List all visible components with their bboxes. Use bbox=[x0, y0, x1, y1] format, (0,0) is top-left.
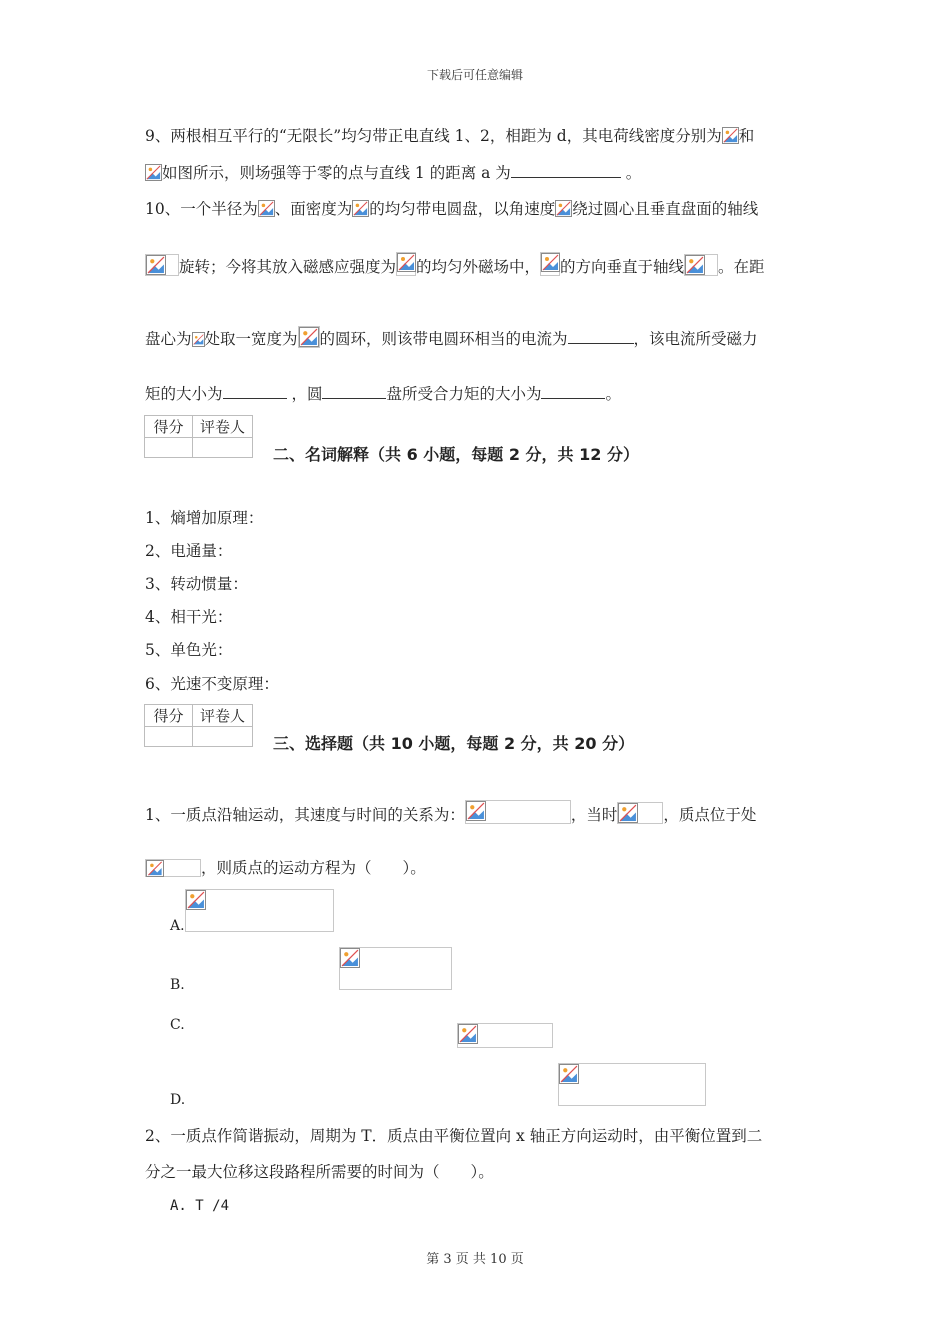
score-cell[interactable] bbox=[145, 727, 193, 747]
q10-line1 bbox=[145, 199, 758, 219]
mc1-line2 bbox=[145, 858, 426, 878]
formula-image-icon bbox=[722, 127, 739, 144]
q9-text: 和 bbox=[738, 127, 755, 145]
q10-text: 盘心为 bbox=[145, 330, 192, 348]
score-table bbox=[144, 704, 253, 747]
mc1-text: ，则质点的运动方程为（ ）。 bbox=[201, 859, 426, 877]
mc1-text: ，质点位于处 bbox=[663, 806, 757, 824]
option-a-label: A. bbox=[170, 918, 185, 934]
score-table bbox=[144, 415, 253, 458]
formula-image-icon bbox=[397, 253, 416, 272]
answer-blank bbox=[511, 163, 621, 178]
mc2-option-a[interactable]: A. T /4 bbox=[170, 1198, 230, 1214]
score-cell[interactable] bbox=[145, 438, 193, 458]
mc1-text: 1、一质点沿轴运动，其速度与时间的关系为： bbox=[145, 806, 465, 824]
q10-text: 旋转；今将其放入磁感应强度为 bbox=[179, 258, 397, 276]
formula-image-icon bbox=[541, 253, 560, 272]
formula-image-frame bbox=[145, 254, 179, 276]
score-label: 得分 bbox=[145, 416, 193, 438]
formula-image-icon bbox=[352, 200, 369, 217]
q10-text: 盘所受合力矩的大小为 bbox=[386, 385, 542, 403]
q10-text: 矩的大小为 bbox=[145, 385, 223, 403]
q9-line2 bbox=[145, 163, 641, 183]
formula-image-frame bbox=[465, 800, 571, 824]
formula-image-icon bbox=[146, 860, 164, 877]
formula-image-icon bbox=[466, 801, 486, 821]
term-item: 1、熵增加原理： bbox=[145, 509, 264, 527]
option-d-image[interactable] bbox=[558, 1063, 706, 1106]
formula-image-icon bbox=[258, 200, 275, 217]
answer-blank bbox=[322, 384, 386, 399]
q10-line3 bbox=[145, 326, 758, 349]
formula-image-icon bbox=[458, 1024, 478, 1044]
mc2-line1: 2、一质点作简谐振动，周期为 T．质点由平衡位置向 x 轴正方向运动时，由平衡位置到二 bbox=[145, 1127, 763, 1145]
q10-text: 绕过圆心且垂直盘面的轴线 bbox=[572, 200, 759, 218]
answer-blank bbox=[568, 329, 634, 344]
q10-text: 的均匀带电圆盘，以角速度 bbox=[369, 200, 556, 218]
formula-image-icon bbox=[559, 1064, 579, 1084]
answer-blank bbox=[541, 384, 605, 399]
formula-image-frame bbox=[396, 252, 416, 276]
term-item: 3、转动惯量： bbox=[145, 575, 248, 593]
term-item: 6、光速不变原理： bbox=[145, 675, 279, 693]
q10-text: 、面密度为 bbox=[274, 200, 353, 218]
formula-image-icon bbox=[685, 255, 705, 275]
formula-image-icon bbox=[192, 332, 205, 347]
term-item: 4、相干光： bbox=[145, 608, 233, 626]
grader-label: 评卷人 bbox=[193, 705, 253, 727]
formula-image-icon bbox=[555, 200, 572, 217]
option-c-image[interactable] bbox=[457, 1023, 553, 1048]
q10-text: 的圆环，则该带电圆环相当的电流为 bbox=[319, 330, 568, 348]
option-c-label: C. bbox=[170, 1017, 185, 1033]
grader-cell[interactable] bbox=[193, 438, 253, 458]
option-a-image[interactable] bbox=[185, 889, 334, 932]
q10-text: 10、一个半径为 bbox=[145, 200, 258, 218]
formula-image-icon bbox=[618, 803, 638, 823]
formula-image-frame bbox=[684, 254, 718, 276]
q10-text: 。 bbox=[605, 385, 621, 403]
score-label: 得分 bbox=[145, 705, 193, 727]
term-item: 5、单色光： bbox=[145, 641, 233, 659]
formula-image-icon bbox=[340, 948, 360, 968]
formula-image-icon bbox=[186, 890, 206, 910]
formula-image-icon bbox=[299, 327, 319, 347]
page-footer: 第 3 页 共 10 页 bbox=[426, 1252, 524, 1267]
grader-cell[interactable] bbox=[193, 727, 253, 747]
grader-label: 评卷人 bbox=[193, 416, 253, 438]
section-title: 二、名词解释（共 6 小题，每题 2 分，共 12 分） bbox=[273, 445, 639, 464]
term-item: 2、电通量： bbox=[145, 542, 233, 560]
formula-image-frame bbox=[145, 859, 201, 877]
formula-image-icon bbox=[146, 255, 166, 275]
q10-text: ，圆 bbox=[291, 385, 323, 403]
q9-text: 如图所示，则场强等于零的点与直线 1 的距离 a 为 bbox=[162, 164, 511, 182]
q9-line1 bbox=[145, 126, 754, 146]
answer-blank bbox=[223, 384, 287, 399]
formula-image-frame bbox=[298, 326, 320, 348]
q10-line4 bbox=[145, 384, 621, 404]
page-header: 下载后可任意编辑 bbox=[426, 68, 523, 82]
formula-image-frame bbox=[617, 802, 663, 824]
mc1-line1 bbox=[145, 800, 756, 825]
q10-text: ，该电流所受磁力 bbox=[633, 330, 758, 348]
section-title: 三、选择题（共 10 小题，每题 2 分，共 20 分） bbox=[273, 734, 635, 753]
mc2-line2: 分之一最大位移这段路程所需要的时间为（ ）。 bbox=[145, 1163, 494, 1181]
option-b-label: B. bbox=[170, 977, 185, 993]
q9-text: 。 bbox=[625, 164, 642, 182]
option-d-label: D. bbox=[170, 1092, 186, 1108]
formula-image-icon bbox=[145, 164, 162, 181]
formula-image-frame bbox=[540, 252, 560, 276]
option-b-image[interactable] bbox=[339, 947, 452, 990]
mc1-text: ，当时 bbox=[570, 806, 618, 824]
q10-text: 的方向垂直于轴线 bbox=[560, 258, 685, 276]
q10-text: 的均匀外磁场中， bbox=[416, 258, 541, 276]
q9-text: 9、两根相互平行的“无限长”均匀带正电直线 1、2，相距为 d，其电荷线密度分别为 bbox=[145, 127, 722, 145]
q10-text: 。在距 bbox=[718, 258, 765, 276]
q10-line2 bbox=[145, 252, 765, 277]
q10-text: 处取一宽度为 bbox=[204, 330, 298, 348]
